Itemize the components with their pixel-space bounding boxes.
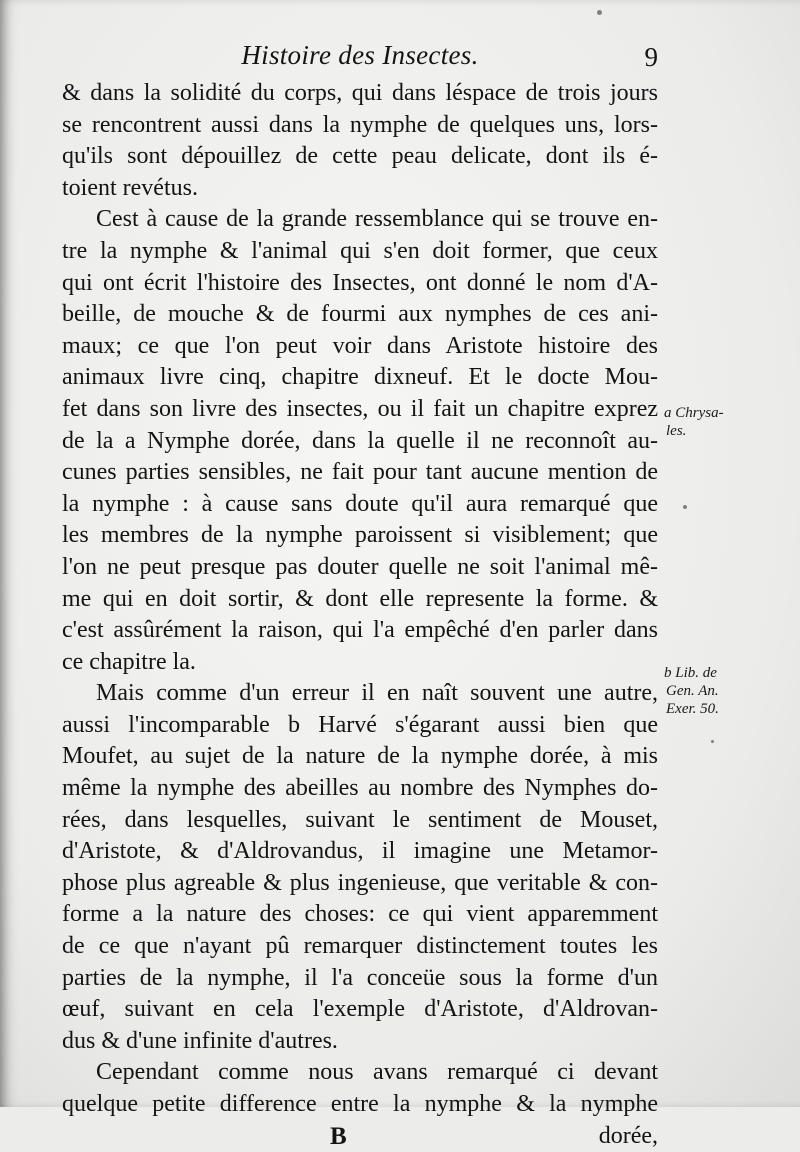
text-line: quelque petite difference entre la nymphe & la nymphe <box>62 1091 658 1117</box>
text-line: aussi l'incomparable b Harvé s'égarant aussi bien que <box>62 711 658 738</box>
text-line: me qui en doit sortir, & dont elle represente la forme. & <box>62 585 658 612</box>
text-line: parties de la nymphe, il l'a conceüe sous la forme d'un <box>62 964 658 991</box>
text-line: cunes parties sensibles, ne fait pour tant aucune mention de <box>62 459 658 486</box>
text-line: se rencontrent aussi dans la nymphe de quelques uns, lors- <box>62 111 658 138</box>
text-line: tre la nymphe & l'animal qui s'en doit former, que ceux <box>62 237 658 264</box>
signature-mark: B <box>330 1122 347 1150</box>
text-line: Cependant comme nous avans remarqué ci devant <box>96 1059 658 1086</box>
text-line: Cest à cause de la grande ressemblance qui se trouve en- <box>96 206 658 233</box>
text-line: Moufet, au sujet de la nature de la nymphe dorée, à mis <box>62 743 658 770</box>
text-line: dus & d'une infinite d'autres. <box>62 1027 338 1054</box>
text-line: l'on ne peut presque pas douter quelle ne soit l'animal mê- <box>62 553 658 580</box>
text-line: œuf, suivant en cela l'exemple d'Aristote, d'Aldrovan- <box>62 996 658 1023</box>
text-line: & dans la solidité du corps, qui dans léspace de trois jours <box>62 80 658 106</box>
text-line: maux; ce que l'on peut voir dans Aristote histoire des <box>62 332 658 359</box>
text-line: fet dans son livre des insectes, ou il fait un chapitre exprez <box>62 395 658 422</box>
margin-note-line: Exer. 50. <box>666 701 719 717</box>
text-line: phose plus agreable & plus ingenieuse, que veritable & con- <box>62 869 658 896</box>
running-title: Histoire des Insectes. <box>241 40 479 70</box>
text-line: Mais comme d'un erreur il en naît souvent une autre, <box>96 680 658 707</box>
margin-note-b <box>664 664 719 718</box>
text-line: de ce que n'ayant pû remarquer distinctement toutes les <box>62 933 658 960</box>
page-header <box>60 36 660 76</box>
text-line: animaux livre cinq, chapitre dixneuf. Et le docte Mou- <box>62 364 658 391</box>
text-line: ce chapitre la. <box>62 648 196 675</box>
margin-note-a <box>664 404 724 440</box>
text-line: d'Aristote, & d'Aldrovandus, il imagine une Metamor- <box>62 838 658 865</box>
text-line: même la nymphe des abeilles au nombre des Nymphes do- <box>62 775 658 802</box>
margin-note-line: a Chrysa- <box>664 405 724 421</box>
text-line: c'est assûrément la raison, qui l'a empêché d'en parler dans <box>62 617 658 644</box>
body-text <box>62 78 658 1152</box>
ink-spot <box>711 740 714 743</box>
margin-note-line: Gen. An. <box>666 683 719 699</box>
text-line: qui ont écrit l'histoire des Insectes, ont donné le nom d'A- <box>62 269 658 296</box>
margin-note-line: les. <box>666 423 687 439</box>
text-line: toient revétus. <box>62 174 198 201</box>
ink-spot <box>683 505 687 509</box>
text-line: rées, dans lesquelles, suivant le sentiment de Mouset, <box>62 806 658 833</box>
page-number: 9 <box>644 42 658 72</box>
text-line: forme a la nature des choses: ce qui vient apparemment <box>62 901 658 928</box>
ink-spot <box>597 10 602 15</box>
text-line: la nymphe : à cause sans doute qu'il aura remarqué que <box>62 490 658 517</box>
catchword: dorée, <box>598 1122 658 1149</box>
margin-note-line: b Lib. de <box>664 665 717 681</box>
text-line: les membres de la nymphe paroissent si visiblement; que <box>62 522 658 549</box>
text-line: de la a Nymphe dorée, dans la quelle il ne reconnoît au- <box>62 427 658 454</box>
text-line: qu'ils sont dépouillez de cette peau delicate, dont ils é- <box>62 143 658 170</box>
text-line: beille, de mouche & de fourmi aux nymphes de ces ani- <box>62 301 658 328</box>
footer-row <box>62 1121 658 1152</box>
